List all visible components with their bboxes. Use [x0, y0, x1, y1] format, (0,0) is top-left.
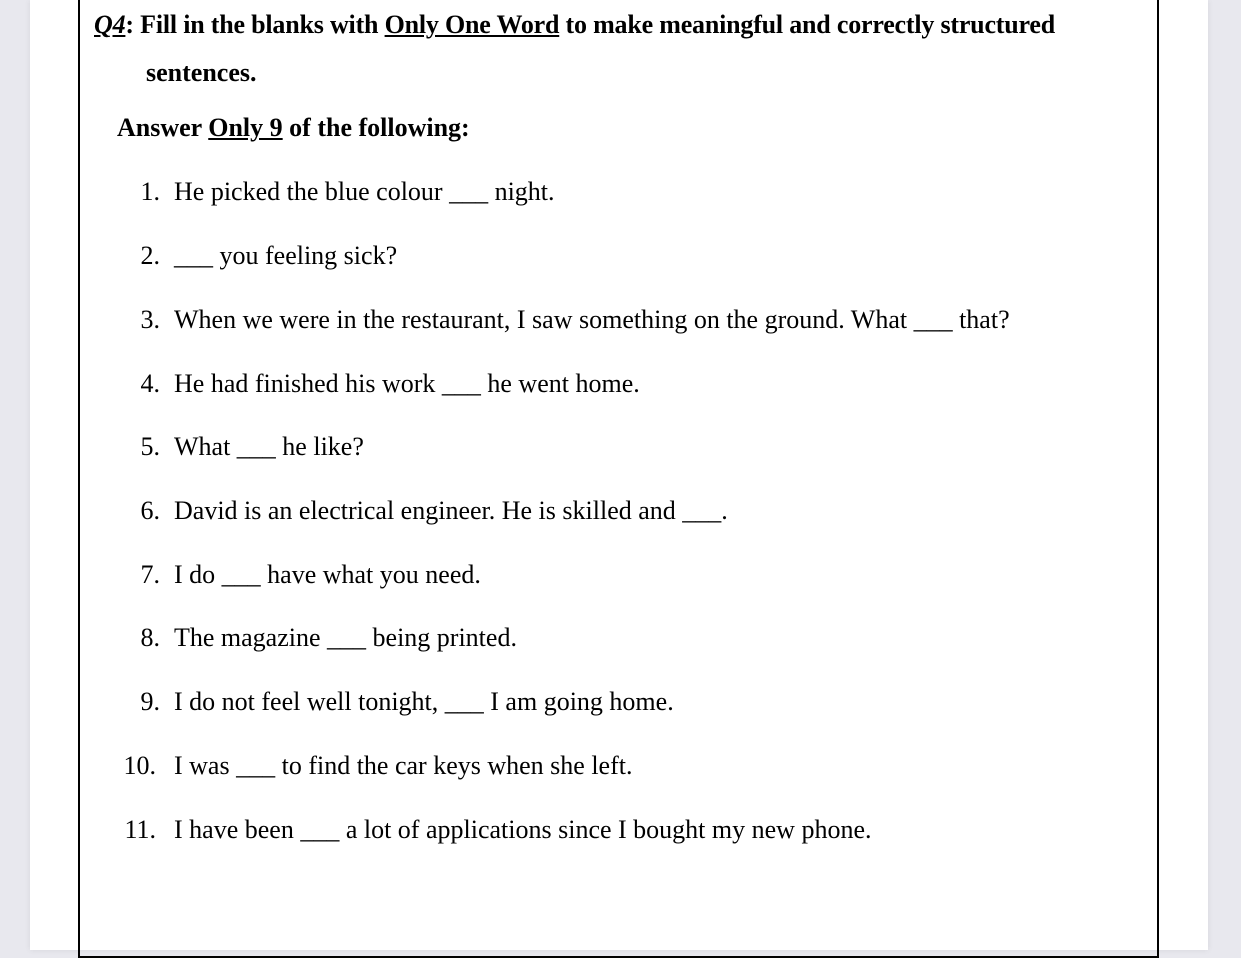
- item-text: What ___ he like?: [174, 432, 364, 461]
- question-emphasis: Only One Word: [384, 10, 560, 39]
- question-lead: : Fill in the blanks with: [125, 10, 385, 39]
- instruction-lead: Answer: [117, 113, 209, 142]
- item-text: The magazine ___ being printed.: [174, 623, 517, 652]
- item-text: He had finished his work ___ he went home.: [174, 369, 640, 398]
- question-label: Q4: [94, 10, 126, 39]
- item-number: 9.: [140, 687, 160, 716]
- item-number: 3.: [140, 305, 160, 334]
- item-number: 5.: [140, 432, 160, 461]
- item-number: 8.: [140, 623, 160, 652]
- question-continuation: sentences.: [146, 58, 257, 87]
- item-number: 11.: [124, 815, 156, 844]
- item-number: 1.: [140, 177, 160, 206]
- item-text: I do ___ have what you need.: [174, 560, 481, 589]
- item-number: 10.: [123, 751, 156, 780]
- item-text: He picked the blue colour ___ night.: [174, 177, 555, 206]
- item-text: I do not feel well tonight, ___ I am going home.: [174, 687, 674, 716]
- instruction: [117, 113, 470, 143]
- item-number: 6.: [140, 496, 160, 525]
- question-rest: to make meaningful and correctly structured: [559, 10, 1055, 39]
- item-text: David is an electrical engineer. He is skilled and ___.: [174, 496, 728, 525]
- item-number: 2.: [140, 241, 160, 270]
- instruction-rest: of the following:: [282, 113, 470, 142]
- item-text: When we were in the restaurant, I saw something on the ground. What ___ that?: [174, 305, 1010, 334]
- question-heading: [94, 10, 1055, 40]
- item-number: 7.: [140, 560, 160, 589]
- item-number: 4.: [140, 369, 160, 398]
- instruction-emphasis: Only 9: [208, 113, 283, 142]
- item-text: I have been ___ a lot of applications since I bought my new phone.: [174, 815, 872, 844]
- item-text: I was ___ to find the car keys when she left.: [174, 751, 633, 780]
- item-text: ___ you feeling sick?: [174, 241, 398, 270]
